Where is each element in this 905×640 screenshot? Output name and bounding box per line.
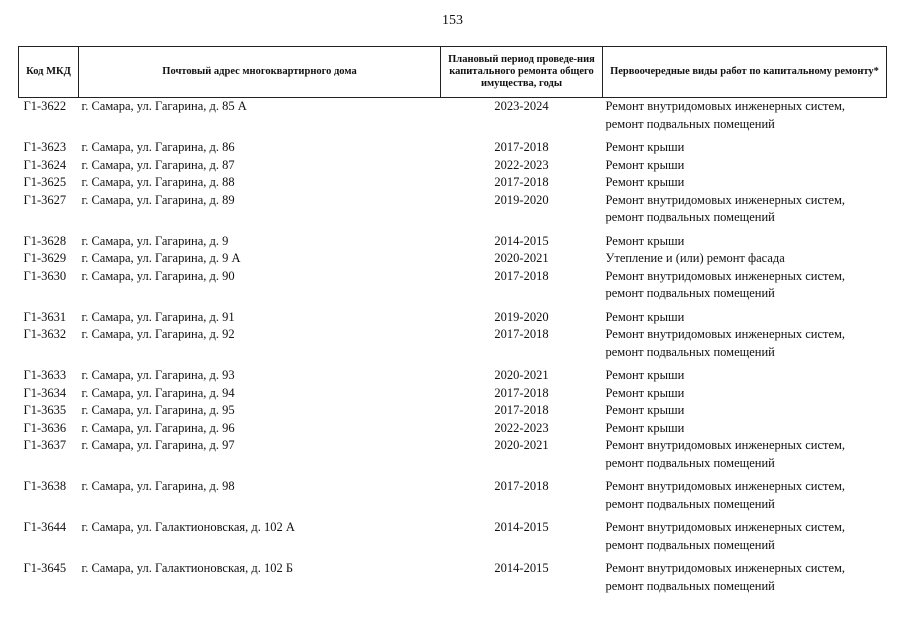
table-body xyxy=(19,98,887,602)
work-item: Ремонт внутридомовых инженерных систем, xyxy=(605,99,846,113)
address-cell: г. Самара, ул. Галактионовская, д. 102 А xyxy=(81,520,295,534)
work-item: ремонт подвальных помещений xyxy=(605,344,775,359)
period-cell: 2019-2020 xyxy=(494,309,549,324)
work-item: ремонт подвальных помещений xyxy=(605,286,775,300)
table-header-row xyxy=(19,47,887,98)
work-item: Ремонт крыши xyxy=(605,175,685,189)
work-item: Ремонт внутридомовых инженерных систем, xyxy=(605,268,846,283)
works-cell xyxy=(603,420,887,438)
mkd-code-cell: Г1-3627 xyxy=(23,192,67,207)
works-cell xyxy=(603,402,887,420)
header-period: Плановый период проведе-ния капитального ремонта общего имущества, годы xyxy=(441,47,603,98)
mkd-code-cell: Г1-3638 xyxy=(23,479,67,493)
works-cell xyxy=(603,309,887,327)
table-row xyxy=(19,157,887,175)
mkd-code-cell: Г1-3628 xyxy=(23,233,67,248)
works-cell xyxy=(603,367,887,385)
works-cell xyxy=(603,478,887,519)
mkd-code-cell: Г1-3634 xyxy=(23,385,67,400)
mkd-code-cell: Г1-3629 xyxy=(23,251,67,265)
period-cell: 2022-2023 xyxy=(494,420,549,435)
period-cell: 2020-2021 xyxy=(494,368,549,382)
work-item: Ремонт внутридомовых инженерных систем, xyxy=(605,438,846,452)
address-cell: г. Самара, ул. Галактионовская, д. 102 Б xyxy=(81,561,294,575)
work-item: Ремонт крыши xyxy=(605,368,685,382)
address-cell: г. Самара, ул. Гагарина, д. 90 xyxy=(81,268,235,283)
period-cell: 2017-2018 xyxy=(494,479,549,493)
period-cell: 2017-2018 xyxy=(494,175,549,189)
address-cell: г. Самара, ул. Гагарина, д. 89 xyxy=(81,192,235,207)
address-cell: г. Самара, ул. Гагарина, д. 92 xyxy=(81,327,235,341)
mkd-code-cell: Г1-3644 xyxy=(23,520,67,534)
work-item: ремонт подвальных помещений xyxy=(605,578,775,593)
works-cell xyxy=(603,268,887,309)
period-cell: 2017-2018 xyxy=(494,385,549,400)
work-item: Ремонт внутридомовых инженерных систем, xyxy=(605,327,846,341)
capital-repair-table xyxy=(18,46,887,601)
works-cell xyxy=(603,174,887,192)
work-item: ремонт подвальных помещений xyxy=(605,116,775,131)
works-cell xyxy=(603,326,887,367)
works-cell xyxy=(603,139,887,157)
mkd-code-cell: Г1-3623 xyxy=(23,140,67,154)
table-row xyxy=(19,420,887,438)
header-address: Почтовый адрес многоквартирного дома xyxy=(79,47,441,98)
work-item: Ремонт внутридомовых инженерных систем, xyxy=(605,520,846,534)
address-cell: г. Самара, ул. Гагарина, д. 91 xyxy=(81,309,235,324)
works-cell xyxy=(603,157,887,175)
work-item: ремонт подвальных помещений xyxy=(605,537,775,552)
work-item: Ремонт внутридомовых инженерных систем, xyxy=(605,479,846,493)
table-row xyxy=(19,233,887,251)
table-row xyxy=(19,174,887,192)
page-number: 153 xyxy=(442,13,463,28)
address-cell: г. Самара, ул. Гагарина, д. 87 xyxy=(81,157,235,172)
work-item: Ремонт крыши xyxy=(605,140,685,154)
address-cell: г. Самара, ул. Гагарина, д. 96 xyxy=(81,420,235,435)
works-cell xyxy=(603,560,887,601)
table-row xyxy=(19,98,887,140)
table-row xyxy=(19,139,887,157)
mkd-code-cell: Г1-3633 xyxy=(23,368,67,382)
work-item: ремонт подвальных помещений xyxy=(605,455,775,470)
work-item: Ремонт крыши xyxy=(605,157,685,172)
works-cell xyxy=(603,233,887,251)
period-cell: 2014-2015 xyxy=(494,561,549,575)
period-cell: 2022-2023 xyxy=(494,157,549,172)
address-cell: г. Самара, ул. Гагарина, д. 94 xyxy=(81,385,235,400)
works-cell xyxy=(603,437,887,478)
period-cell: 2014-2015 xyxy=(494,233,549,248)
works-cell xyxy=(603,519,887,560)
address-cell: г. Самара, ул. Гагарина, д. 93 xyxy=(81,368,235,382)
work-item: Ремонт крыши xyxy=(605,403,685,417)
address-cell: г. Самара, ул. Гагарина, д. 95 xyxy=(81,403,235,417)
mkd-code-cell: Г1-3645 xyxy=(23,561,67,575)
work-item: ремонт подвальных помещений xyxy=(605,496,775,511)
address-cell: г. Самара, ул. Гагарина, д. 97 xyxy=(81,438,235,452)
period-cell: 2017-2018 xyxy=(494,140,549,154)
mkd-code-cell: Г1-3622 xyxy=(23,99,67,113)
address-cell: г. Самара, ул. Гагарина, д. 86 xyxy=(81,140,235,154)
work-item: Ремонт крыши xyxy=(605,385,685,400)
works-cell xyxy=(603,385,887,403)
mkd-code-cell: Г1-3625 xyxy=(23,175,67,189)
works-cell xyxy=(603,192,887,233)
works-cell xyxy=(603,98,887,140)
header-works: Первоочередные виды работ по капитальному ремонту* xyxy=(603,47,887,98)
table-row xyxy=(19,326,887,367)
mkd-code-cell: Г1-3636 xyxy=(23,420,67,435)
mkd-code-cell: Г1-3632 xyxy=(23,327,67,341)
mkd-code-cell: Г1-3631 xyxy=(23,309,67,324)
period-cell: 2014-2015 xyxy=(494,520,549,534)
table-row xyxy=(19,437,887,478)
period-cell: 2020-2021 xyxy=(494,438,549,452)
address-cell: г. Самара, ул. Гагарина, д. 9 xyxy=(81,233,229,248)
header-code: Код МКД xyxy=(19,47,79,98)
table-row xyxy=(19,268,887,309)
address-cell: г. Самара, ул. Гагарина, д. 98 xyxy=(81,479,235,493)
period-cell: 2017-2018 xyxy=(494,327,549,341)
work-item: ремонт подвальных помещений xyxy=(605,210,775,224)
period-cell: 2017-2018 xyxy=(494,403,549,417)
table-row xyxy=(19,250,887,268)
table-row xyxy=(19,560,887,601)
mkd-code-cell: Г1-3630 xyxy=(23,268,67,283)
work-item: Ремонт внутридомовых инженерных систем, xyxy=(605,561,846,575)
table-row xyxy=(19,478,887,519)
address-cell: г. Самара, ул. Гагарина, д. 88 xyxy=(81,175,235,189)
table-row xyxy=(19,402,887,420)
work-item: Ремонт крыши xyxy=(605,420,685,435)
table-row xyxy=(19,367,887,385)
work-item: Утепление и (или) ремонт фасада xyxy=(605,251,785,265)
work-item: Ремонт внутридомовых инженерных систем, xyxy=(605,192,846,207)
address-cell: г. Самара, ул. Гагарина, д. 9 А xyxy=(81,251,241,265)
table-row xyxy=(19,519,887,560)
works-cell xyxy=(603,250,887,268)
work-item: Ремонт крыши xyxy=(605,233,685,248)
mkd-code-cell: Г1-3624 xyxy=(23,157,67,172)
table-row xyxy=(19,385,887,403)
period-cell: 2023-2024 xyxy=(494,99,549,113)
table-row xyxy=(19,192,887,233)
work-item: Ремонт крыши xyxy=(605,309,685,324)
mkd-code-cell: Г1-3635 xyxy=(23,403,67,417)
table-row xyxy=(19,309,887,327)
address-cell: г. Самара, ул. Гагарина, д. 85 А xyxy=(81,99,247,113)
period-cell: 2019-2020 xyxy=(494,192,549,207)
mkd-code-cell: Г1-3637 xyxy=(23,438,67,452)
period-cell: 2020-2021 xyxy=(494,251,549,265)
period-cell: 2017-2018 xyxy=(494,268,549,283)
